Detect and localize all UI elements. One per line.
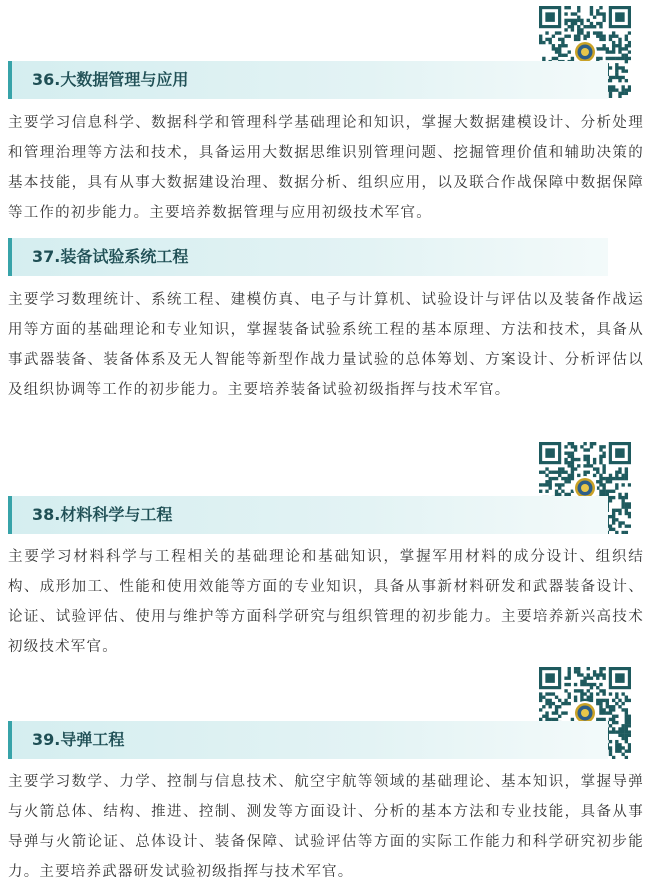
- section-header-37: [8, 238, 608, 276]
- section-title: 37.装备试验系统工程: [32, 247, 189, 266]
- section-body-38: 主要学习材料科学与工程相关的基础理论和基础知识，掌握军用材料的成分设计、组织结构、成形加工、性能和使用效能等方面的专业知识，具备从事新材料研发和武器装备设计、论证、试验评估、使用与维护等方面科学研究与组织管理的初步能力。主要培养新兴高技术初级技术军官。: [8, 549, 644, 655]
- section-body-39: 主要学习数学、力学、控制与信息技术、航空宇航等领域的基础理论、基本知识，掌握导弹与火箭总体、结构、推进、控制、测发等方面设计、分析的基本方法和专业技能，具备从事导弹与火箭论证、总体设计、装备保障、试验评估等方面的实际工作能力和科学研究初步能力。主要培养武器研发试验初级指挥与技术军官。: [8, 774, 644, 880]
- section-body-37: 主要学习数理统计、系统工程、建模仿真、电子与计算机、试验设计与评估以及装备作战运用等方面的基础理论和专业知识，掌握装备试验系统工程的基本原理、方法和技术，具备从事武器装备、装备体系及无人智能等新型作战力量试验的总体筹划、方案设计、分析评估以及组织协调等工作的初步能力。主要培养装备试验初级指挥与技术军官。: [8, 292, 644, 398]
- section-header-36: [8, 61, 608, 99]
- section-title: 36.大数据管理与应用: [32, 70, 189, 89]
- section-header-39: [8, 721, 608, 759]
- section-body-36: 主要学习信息科学、数据科学和管理科学基础理论和知识，掌握大数据建模设计、分析处理和管理治理等方法和技术，具备运用大数据思维识别管理问题、挖掘管理价值和辅助决策的基本技能，具有从事大数据建设治理、数据分析、组织应用，以及联合作战保障中数据保障等工作的初步能力。主要培养数据管理与应用初级技术军官。: [8, 115, 644, 221]
- section-title: 39.导弹工程: [32, 730, 125, 749]
- section-header-38: [8, 496, 608, 534]
- section-title: 38.材料科学与工程: [32, 505, 173, 524]
